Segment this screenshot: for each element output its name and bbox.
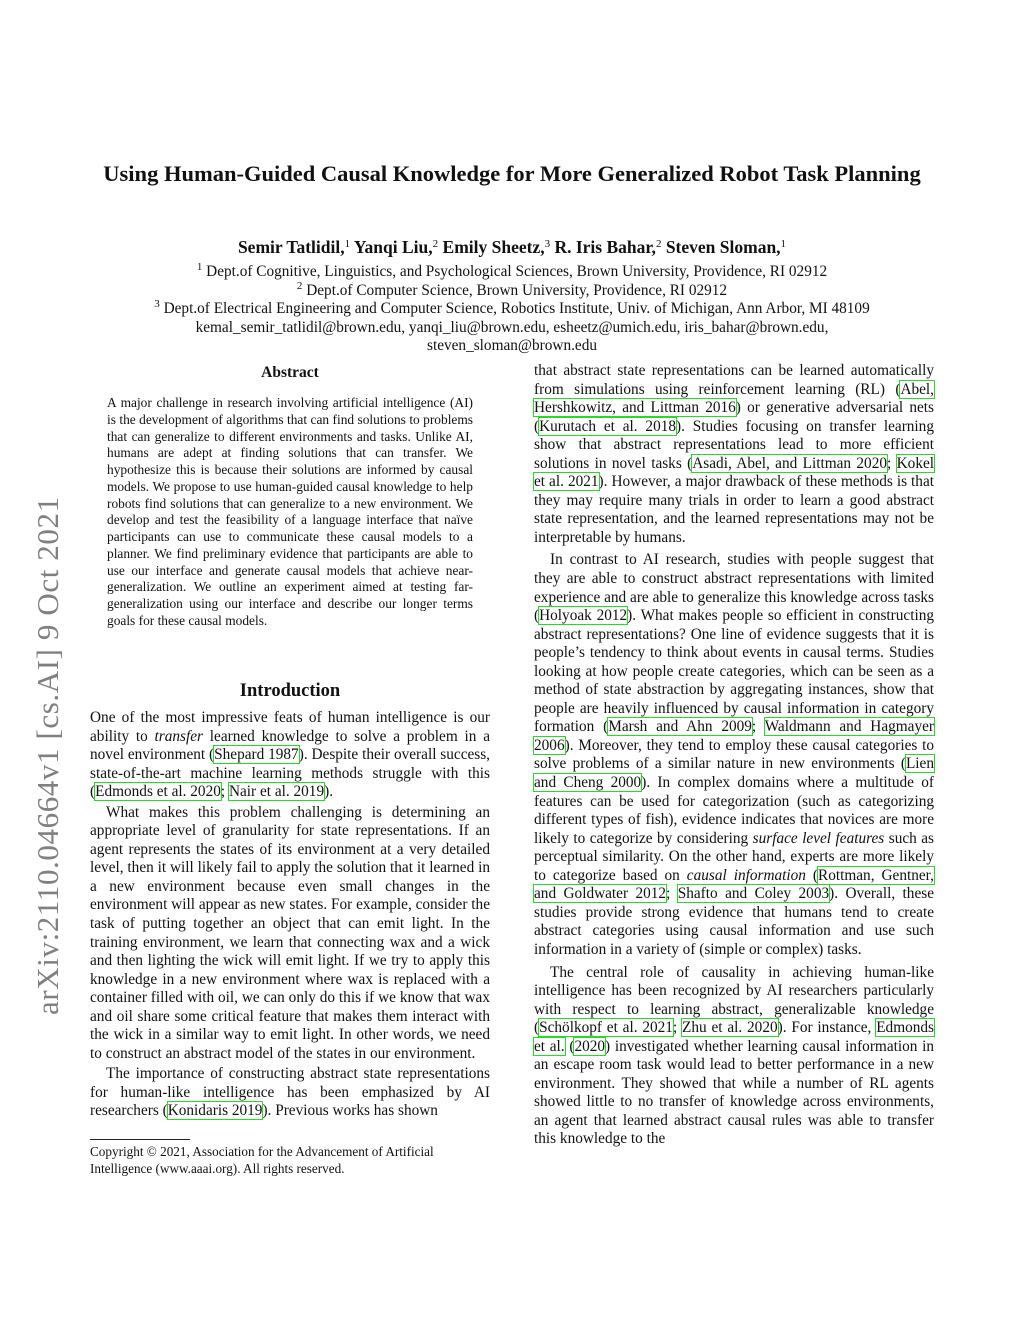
emphasized-text: causal information xyxy=(686,866,806,884)
affiliation-line: $^2$ Dept.of Computer Science, Brown University, Providence, RI 02912 xyxy=(296,279,728,299)
email-line: kemal_semir_tatlidil@brown.edu, yanqi_liu@brown.edu, esheetz@umich.edu, iris_bahar@brown.edu, xyxy=(195,318,829,336)
text-run: ; xyxy=(887,454,897,472)
author-list xyxy=(90,235,934,259)
body-paragraph xyxy=(90,709,490,802)
text-run: What makes this problem challenging is determining an appropriate level of granularity for state representations. If an agent represents the states of its environment at a very detailed level, then it will likely fail to apply the solution that it learned in a new environment because even small changes in the environment will appear as new states. For example, consider the task of putting together an object that can emit light. In the training environment, we learn that connecting wax and a wick and then lighting the wick will emit light. If we try to apply this knowledge in a new environment where wax is replaced with a container filled with oil, we can only do this if we know that wax and oil share some critical feature that makes them interact with the wick in a similar way to emit light. In other words, we need to construct an abstract model of the states in our environment. xyxy=(90,803,490,1062)
body-paragraph xyxy=(534,551,934,959)
text-run: ). Despite their overall success, state-of-the-art machine learning methods struggle with this ( xyxy=(90,746,491,801)
text-run: The importance of constructing abstract state representations for human-like intelligence has been emphasized by AI researchers ( xyxy=(90,1065,490,1120)
arxiv-identifier[interactable]: arXiv:2110.04664v1 [cs.AI] 9 Oct 2021 xyxy=(30,496,65,1015)
text-run: ). What makes people so efficient in constructing abstract representations? One line of evidence suggests that it is people’s tendency to think about events in causal terms. Studies looking at how people create categories, which can be seen as a method of state abstraction by aggregating instances, show that people are heavily influenced by causal information in category formation ( xyxy=(534,607,935,736)
text-run: ). For instance, xyxy=(777,1019,877,1037)
body-paragraph xyxy=(534,362,934,547)
citation-link[interactable]: Lien and Cheng 2000 xyxy=(534,755,934,792)
right-column-body xyxy=(534,362,934,1153)
abstract-text: A major challenge in research involving artificial intelligence (AI) is the development of algorithms that can find solutions to problems that can generalize to different environments and tasks. Unlike AI, humans are adept at finding solutions that can transfer. We hypothesize this is because their solutions are informed by causal models. We propose to use human-guided causal knowledge to help robots find solutions that can generalize to a new environment. We develop and test the feasibility of a language interface that naïve participants can use to communicate these causal models to a planner. We find preliminary evidence that participants are able to use our interface and generate causal models that achieve near-generalization. We outline an experiment aimed at testing far-generalization using our interface and describe our longer terms goals for these causal models. xyxy=(107,395,473,628)
text-run: The central role of causality in achieving human-like intelligence has been recognized by AI researchers particularly with respect to learning abstract, generalizable knowledge ( xyxy=(534,963,934,1037)
citation-link[interactable]: Abel, Hershkowitz, and Littman 2016 xyxy=(534,380,934,417)
text-run: ( xyxy=(564,1037,575,1055)
text-run: ). Moreover, they tend to employ these causal categories to solve problems of a similar nature in new environments ( xyxy=(534,736,934,773)
citation-link[interactable]: Edmonds et al. 2020 xyxy=(95,783,221,801)
citation-link[interactable]: Edmonds et al. xyxy=(534,1019,934,1055)
citation-link[interactable]: Zhu et al. 2020 xyxy=(682,1019,778,1037)
citation-link[interactable]: Asadi, Abel, and Littman 2020 xyxy=(692,454,888,472)
citation-link[interactable]: Waldmann and Hagmayer 2006 xyxy=(534,718,934,754)
abstract-heading: Abstract xyxy=(261,364,319,381)
text-run: ). However, a major drawback of these methods is that they may require many trials in order to learn a good abstract state representation, and the learned representations may not be interpretable by humans. xyxy=(534,473,934,546)
text-run: ). xyxy=(324,783,334,801)
text-run: One of the most impressive feats of human intelligence is our ability to xyxy=(90,709,490,745)
text-run: ). In complex domains where a multitude of features can be used for categorization (such as categorizing different types of fish), evidence indicates that novices are more likely to categorize by considering xyxy=(534,774,934,847)
citation-link[interactable]: Shafto and Coley 2003 xyxy=(677,885,830,903)
paper-title: Using Human-Guided Causal Knowledge for More Generalized Robot Task Planning xyxy=(103,161,921,186)
introduction-heading: Introduction xyxy=(239,681,341,701)
citation-link[interactable]: Konidaris 2019 xyxy=(167,1102,263,1120)
text-run: that abstract state representations can be learned automatically from simulations using reinforcement learning (RL) ( xyxy=(534,362,934,398)
emphasized-text: transfer xyxy=(154,727,203,745)
citation-link[interactable]: Holyoak 2012 xyxy=(539,607,628,625)
text-run: ). Studies focusing on transfer learning show that abstract representations lead to more efficient solutions in novel tasks ( xyxy=(534,417,934,472)
text-run: In contrast to AI research, studies with people suggest that they are able to construct abstract representations with limited experience and are able to generalize this knowledge across tasks ( xyxy=(534,551,934,625)
author: Semir Tatlidil,$^1$ xyxy=(237,237,351,257)
affiliation-line: $^3$ Dept.of Electrical Engineering and Computer Science, Robotics Institute, Univ. of Michigan, Ann Arbor, MI 48109 xyxy=(154,298,870,318)
text-run: ). Overall, these studies provide strong evidence that humans tend to create abstract categories using causal information and use such information in a variety of (simple or complex) tasks. xyxy=(534,885,934,958)
text-run: ). Previous works has shown xyxy=(262,1102,438,1120)
citation-link[interactable]: Marsh and Ahn 2009 xyxy=(608,718,752,736)
citation-link[interactable]: Schölkopf et al. 2021 xyxy=(539,1019,673,1037)
affiliations xyxy=(90,263,934,356)
text-run: such as perceptual similarity. On the other hand, experts are more likely to categorize based on xyxy=(534,829,935,884)
text-run: ; xyxy=(220,783,229,801)
email-line: steven_sloman@brown.edu xyxy=(427,337,597,355)
author: R. Iris Bahar,$^2$ xyxy=(554,237,662,257)
citation-link[interactable]: Shepard 1987 xyxy=(214,746,299,764)
author: Yanqi Liu,$^2$ xyxy=(353,237,439,257)
citation-link[interactable]: Rottman, Gentner, and Goldwater 2012 xyxy=(534,866,934,903)
author: Steven Sloman,$^1$ xyxy=(665,237,787,257)
body-paragraph xyxy=(90,1065,490,1121)
copyright-footnote: Copyright © 2021, Association for the Advancement of Artificial Intelligence (www.aaai.org). All rights reserved. xyxy=(90,1144,434,1176)
body-paragraph xyxy=(534,964,934,1149)
citation-link[interactable]: 2020 xyxy=(574,1037,606,1055)
left-column-body xyxy=(90,709,490,1123)
text-run: ; xyxy=(751,718,765,736)
body-paragraph xyxy=(90,804,490,1064)
text-run: ; xyxy=(666,885,678,903)
text-run: ( xyxy=(805,866,819,884)
citation-link[interactable]: Kokel et al. 2021 xyxy=(534,454,935,491)
citation-link[interactable]: Kurutach et al. 2018 xyxy=(539,417,677,435)
emphasized-text: surface level features xyxy=(752,829,885,847)
author: Emily Sheetz,$^3$ xyxy=(442,237,551,257)
text-run: ; xyxy=(672,1019,683,1037)
affiliation-line: $^1$ Dept.of Cognitive, Linguistics, and Psychological Sciences, Brown University, Providence, RI 02912 xyxy=(196,261,828,280)
text-run: ) investigated whether learning causal information in an escape room task would lead to better performance in a new environment. They showed that while a number of RL agents showed little to no transfer of knowledge across environments, an agent that learned abstract causal rules was able to transfer this knowledge to the xyxy=(534,1037,935,1148)
text-run: ) or generative adversarial nets ( xyxy=(534,399,934,435)
text-run: learned knowledge to solve a problem in a novel environment ( xyxy=(90,727,490,764)
footnote-rule xyxy=(90,1139,190,1140)
citation-link[interactable]: Nair et al. 2019 xyxy=(228,783,325,801)
